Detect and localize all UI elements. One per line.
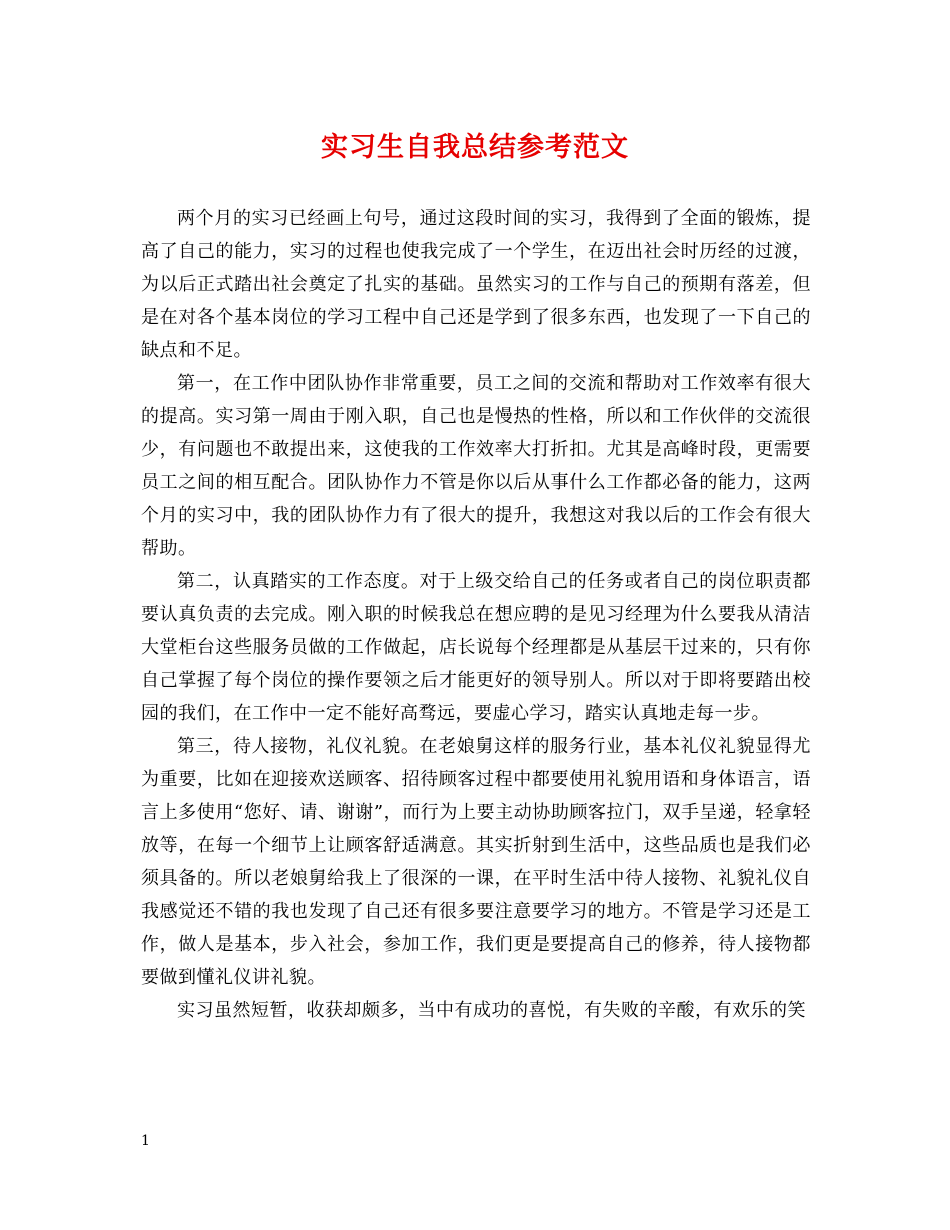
paragraph-teamwork: 第一，在工作中团队协作非常重要，员工之间的交流和帮助对工作效率有很大的提高。实习第一周由于刚入职，自己也是慢热的性格，所以和工作伙伴的交流很少，有问题也不敢提出来，这使我的工作效率大打折扣。尤其是高峰时段，更需要员工之间的相互配合。团队协作力不管是你以后从事什么工作都必备的能力，这两个月的实习中，我的团队协作力有了很大的提升，我想这对我以后的工作会有很大帮助。 [141, 373, 811, 559]
paragraph-intro: 两个月的实习已经画上句号，通过这段时间的实习，我得到了全面的锻炼，提高了自己的能力，实习的过程也使我完成了一个学生，在迈出社会时历经的过渡，为以后正式踏出社会奠定了扎实的基础。虽然实习的工作与自己的预期有落差，但是在对各个基本岗位的学习工程中自己还是学到了很多东西，也发现了一下自己的缺点和不足。 [141, 208, 811, 361]
document-title: 实习生自我总结参考范文 [321, 132, 629, 163]
paragraph-conclusion: 实习虽然短暂，收获却颇多，当中有成功的喜悦，有失败的辛酸，有欢乐的笑 [177, 1000, 806, 1021]
page-number: 1 [141, 1133, 150, 1149]
document-body [141, 202, 811, 1027]
paragraph-etiquette: 第三，待人接物，礼仪礼貌。在老娘舅这样的服务行业，基本礼仪礼貌显得尤为重要，比如在迎接欢送顾客、招待顾客过程中都要使用礼貌用语和身体语言，语言上多使用“您好、请、谢谢”，而行为上要主动协助顾客拉门，双手呈递，轻拿轻放等，在每一个细节上让顾客舒适满意。其实折射到生活中，这些品质也是我们必须具备的。所以老娘舅给我上了很深的一课，在平时生活中待人接物、礼貌礼仪自我感觉还不错的我也发现了自己还有很多要注意要学习的地方。不管是学习还是工作，做人是基本，步入社会，参加工作，我们更是要提高自己的修养，待人接物都要做到懂礼仪讲礼貌。 [141, 736, 811, 988]
paragraph-work-attitude: 第二，认真踏实的工作态度。对于上级交给自己的任务或者自己的岗位职责都要认真负责的去完成。刚入职的时候我总在想应聘的是见习经理为什么要我从清洁大堂柜台这些服务员做的工作做起，店长说每个经理都是从基层干过来的，只有你自己掌握了每个岗位的操作要领之后才能更好的领导别人。所以对于即将要踏出校园的我们，在工作中一定不能好高骛远，要虚心学习，踏实认真地走每一步。 [141, 571, 811, 724]
